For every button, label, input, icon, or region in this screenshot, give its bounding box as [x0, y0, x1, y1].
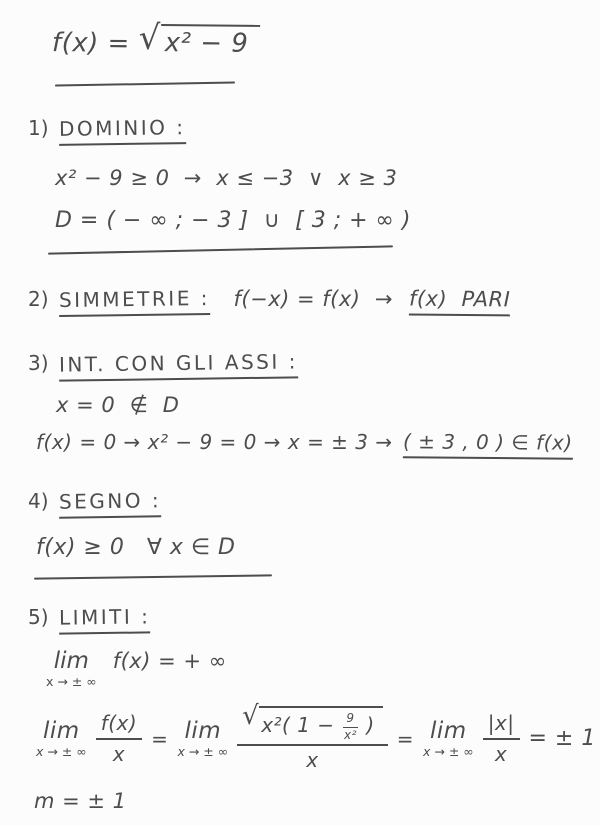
section-2-heading: SIMMETRIE :: [58, 286, 209, 317]
section-1-number: 1): [28, 116, 49, 140]
fraction-9-over-x2: [343, 712, 357, 743]
fraction-numerator: f(x): [96, 712, 142, 740]
x-axis-intersection-conclusion: ( ± 3 , 0 ) ∈ f(x): [403, 429, 573, 459]
section-5-number: 5): [28, 605, 49, 629]
sign-statement-text: f(x) ≥ 0 ∀ x ∈ D: [36, 535, 236, 560]
radicand-prefix: x²( 1 −: [261, 712, 342, 737]
limit-result: = ± 1: [528, 726, 596, 752]
sign-statement: [36, 535, 235, 560]
sqrt-sign-icon: √: [138, 17, 161, 58]
lim-word: lim: [43, 717, 80, 744]
y-axis-intersection: [56, 393, 179, 417]
section-3-heading: INT. CON GLI ASSI :: [58, 349, 297, 381]
lim-word: lim: [430, 717, 467, 744]
sqrt-sign-icon: √: [242, 701, 260, 731]
equals-sign: =: [151, 726, 169, 751]
section-3-heading-row: [28, 351, 297, 380]
limit-operator: [423, 717, 474, 759]
section-1-heading: DOMINIO :: [58, 115, 185, 146]
limit-operator: [46, 650, 97, 689]
y-axis-intersection-text: x = 0 ∉ D: [56, 393, 180, 417]
lim-subscript: x → ± ∞: [36, 743, 87, 759]
function-definition: [51, 17, 261, 60]
lim-subscript: x → ± ∞: [46, 674, 97, 689]
section-2-number: 2): [28, 287, 49, 311]
lim-word: lim: [53, 648, 89, 674]
domain-result: [55, 208, 411, 233]
sqrt-numerator: [237, 701, 388, 746]
x-axis-intersection: [36, 430, 572, 459]
fraction-denominator: x: [306, 747, 319, 772]
section-1-heading-row: [28, 116, 185, 145]
symmetry-equation: f(−x) = f(x) →: [233, 287, 393, 311]
sqrt-radicand: x² − 9: [161, 24, 261, 59]
fraction-numerator: |x|: [483, 712, 520, 740]
section-5-heading: LIMITI :: [58, 604, 150, 634]
fraction-absx-over-x: [483, 712, 520, 766]
slope-result-text: m = ± 1: [34, 789, 127, 813]
section-4-heading-row: [28, 489, 161, 518]
fraction-numerator: 9: [343, 712, 357, 728]
domain-inequality: [55, 166, 397, 190]
equals-sign: =: [396, 726, 414, 751]
lim-word: lim: [184, 717, 222, 744]
section-4-heading: SEGNO :: [58, 488, 161, 518]
section-5-heading-row: [28, 605, 150, 634]
domain-inequality-text: x² − 9 ≥ 0 → x ≤ −3 ∨ x ≥ 3: [55, 166, 398, 190]
domain-underline: [48, 245, 393, 254]
radicand-suffix: ): [359, 712, 375, 737]
section-3-number: 3): [28, 351, 49, 375]
sign-underline: [34, 574, 272, 579]
slope-limit-equation: [36, 701, 596, 772]
limit-operator: [36, 717, 87, 759]
section-4-number: 4): [28, 489, 49, 513]
fraction-denominator: x: [494, 741, 508, 766]
function-lhs: f(x) =: [51, 28, 139, 59]
symmetry-conclusion: f(x) PARI: [409, 287, 511, 317]
domain-result-text: D = ( − ∞ ; − 3 ] ∪ [ 3 ; + ∞ ): [55, 208, 411, 233]
sqrt-expression: [138, 17, 261, 59]
title-underline: [55, 81, 235, 86]
sqrt-radicand: [259, 706, 383, 741]
fraction-fx-over-x: [96, 712, 142, 766]
section-2-row: [28, 287, 510, 316]
fraction-denominator: x: [112, 741, 126, 766]
fraction-sqrt-over-x: [237, 701, 388, 772]
slope-result: [34, 789, 127, 813]
limit-operator: [177, 717, 229, 759]
x-axis-intersection-text: f(x) = 0 → x² − 9 = 0 → x = ± 3 →: [36, 430, 393, 454]
lim-subscript: x → ± ∞: [423, 743, 474, 759]
fraction-denominator: x²: [344, 727, 357, 742]
limit-at-infinity: [46, 650, 227, 689]
limit-value: f(x) = + ∞: [112, 649, 227, 673]
lim-subscript: x → ± ∞: [177, 743, 229, 759]
